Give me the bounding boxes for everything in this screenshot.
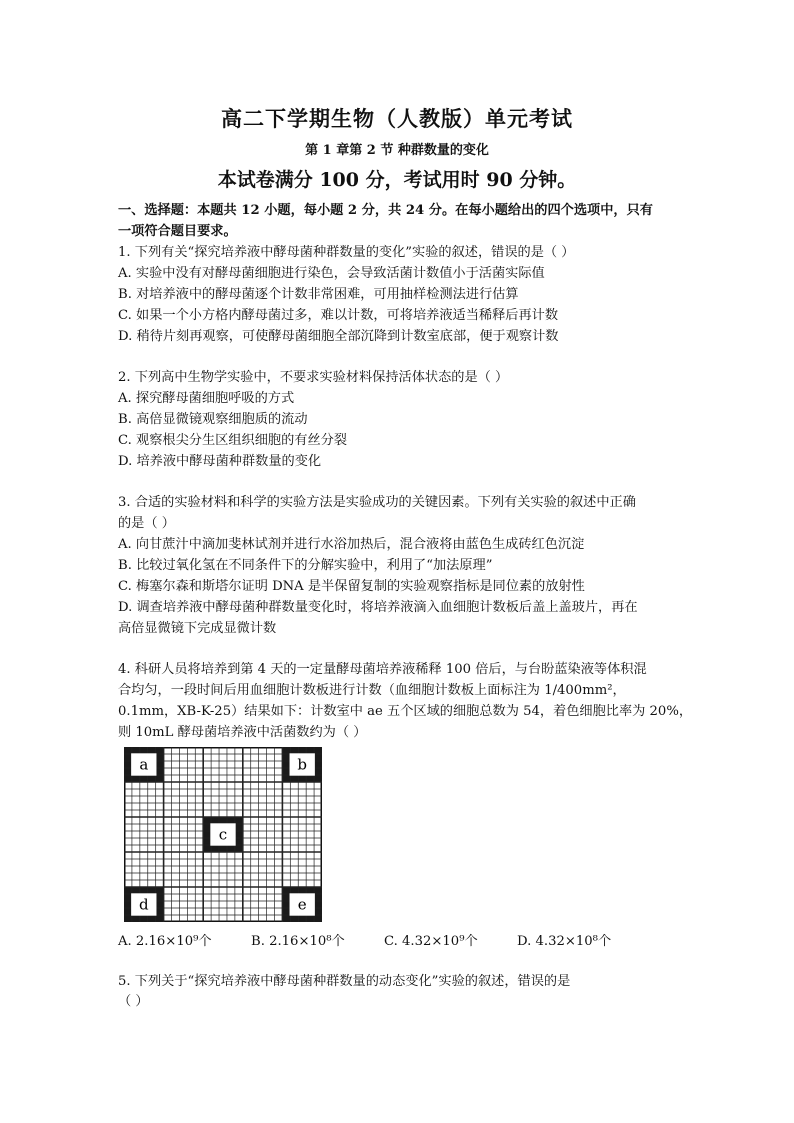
q4-stem-line2: 合均匀，一段时间后用血细胞计数板进行计数（血细胞计数板上面标注为 1/400mm²，: [118, 683, 626, 698]
q3-option-c: C. 梅塞尔森和斯塔尔证明 DNA 是半保留复制的实验观察指标是同位素的放射性: [118, 579, 585, 594]
q4-stem-line4: 则 10mL 酵母菌培养液中活菌数约为（ ）: [118, 725, 367, 740]
section-subtitle: 第 1 章第 2 节 种群数量的变化: [305, 143, 489, 158]
region-label: b: [297, 755, 308, 774]
region-label: a: [139, 755, 149, 774]
q2-option-b: B. 高倍显微镜观察细胞质的流动: [118, 412, 308, 427]
q3-option-b: B. 比较过氧化氢在不同条件下的分解实验中，利用了“加法原理”: [118, 558, 493, 573]
q3-stem-line2: 的是（ ）: [118, 516, 175, 531]
q5-stem-line2: （ ）: [118, 994, 149, 1009]
q4-option-b: B. 2.16×10⁸个: [251, 934, 345, 949]
q1-option-d: D. 稍待片刻再观察，可使酵母菌细胞全部沉降到计数室底部，便于观察计数: [118, 329, 559, 344]
q1-option-b: B. 对培养液中的酵母菌逐个计数非常困难，可用抽样检测法进行估算: [118, 287, 519, 302]
hemocytometer-grid: [124, 747, 322, 922]
q2-option-c: C. 观察根尖分生区组织细胞的有丝分裂: [118, 433, 348, 448]
section-instructions-line2: 一项符合题目要求。: [118, 224, 237, 239]
q3-option-a: A. 向甘蔗汁中滴加斐林试剂并进行水浴加热后，混合液将由蓝色生成砖红色沉淀: [118, 537, 585, 552]
q3-option-d-line1: D. 调查培养液中酵母菌种群数量变化时，将培养液滴入血细胞计数板后盖上盖玻片，再在: [118, 600, 638, 615]
q4-options: [118, 930, 611, 949]
q3-stem-line1: 3. 合适的实验材料和科学的实验方法是实验成功的关键因素。下列有关实验的叙述中正确: [118, 495, 636, 510]
q1-option-a: A. 实验中没有对酵母菌细胞进行染色，会导致活菌计数值小于活菌实际值: [118, 266, 545, 281]
page-title: 高二下学期生物（人教版）单元考试: [221, 106, 573, 131]
hemocytometer-figure: [124, 747, 322, 922]
score-info: 本试卷满分 100 分，考试用时 90 分钟。: [217, 169, 577, 191]
region-label: d: [138, 895, 149, 914]
region-label: e: [297, 895, 307, 914]
q4-option-d: D. 4.32×10⁸个: [517, 934, 612, 949]
q1-stem: 1. 下列有关“探究培养液中酵母菌种群数量的变化”实验的叙述，错误的是（ ）: [118, 245, 575, 260]
q3-option-d-line2: 高倍显微镜下完成显微计数: [118, 621, 277, 636]
q4-stem-line3: 0.1mm，XB-K-25）结果如下：计数室中 ae 五个区域的细胞总数为 54，着色细胞比率为 20%，: [118, 704, 693, 719]
q2-option-d: D. 培养液中酵母菌种群数量的变化: [118, 454, 322, 469]
q2-option-a: A. 探究酵母菌细胞呼吸的方式: [118, 391, 295, 406]
region-label: c: [218, 825, 228, 844]
q1-option-c: C. 如果一个小方格内酵母菌过多，难以计数，可将培养液适当稀释后再计数: [118, 308, 559, 323]
q4-option-a: A. 2.16×10⁹个: [118, 934, 212, 949]
q2-stem: 2. 下列高中生物学实验中，不要求实验材料保持活体状态的是（ ）: [118, 370, 509, 385]
q5-stem-line1: 5. 下列关于“探究培养液中酵母菌种群数量的动态变化”实验的叙述，错误的是: [118, 974, 571, 989]
q4-stem-line1: 4. 科研人员将培养到第 4 天的一定量酵母菌培养液稀释 100 倍后，与台盼蓝染液等体积混: [118, 662, 647, 677]
section-instructions-line1: 一、选择题：本题共 12 小题，每小题 2 分，共 24 分。在每小题给出的四个选项中，只有: [118, 203, 653, 218]
q4-option-c: C. 4.32×10⁹个: [384, 934, 478, 949]
